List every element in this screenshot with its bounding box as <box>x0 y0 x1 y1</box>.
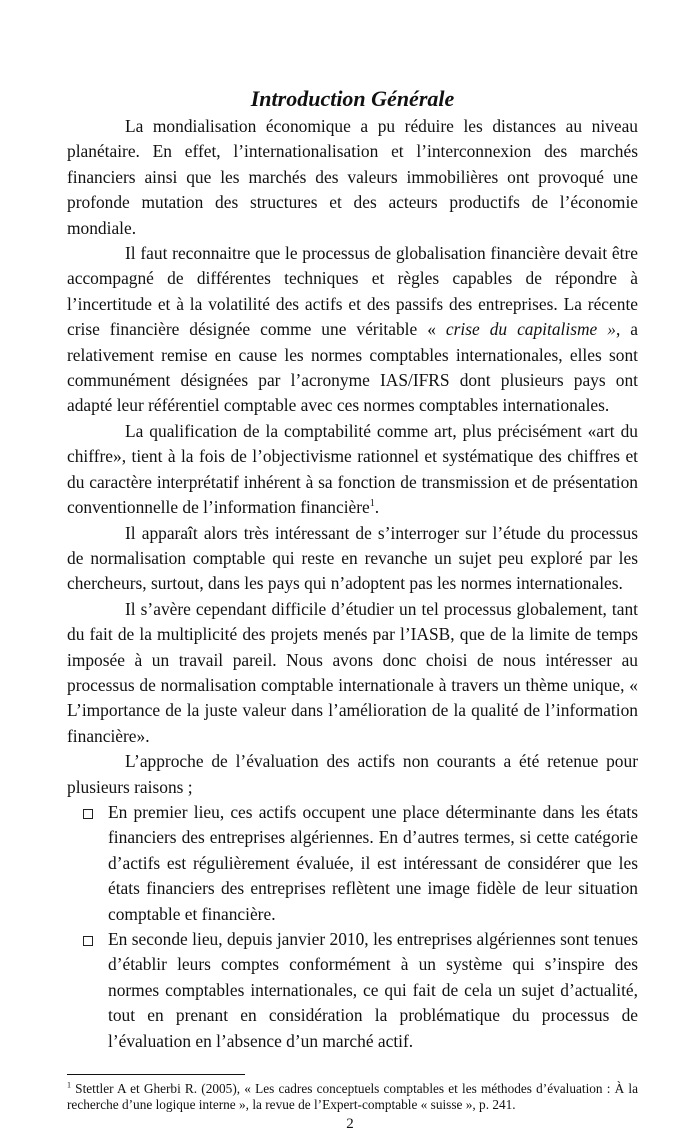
square-bullet-icon <box>83 809 93 819</box>
footnote-text: Stettler A et Gherbi R. (2005), « Les cadres conceptuels comptables et les méthodes d’évaluation : À la recherche d’une logique interne », la revue de l’Expert-comptable « suisse », p. 241. <box>67 1081 638 1113</box>
footnote-ref[interactable]: 1 <box>369 498 375 510</box>
paragraph-5: Il s’avère cependant difficile d’étudier un tel processus globalement, tant du fait de la multiplicité des projets menés par l’IASB, que de la limite de temps imposée à un travail pareil. Nous avons donc choisi de nous intéresser au processus de normalisation comptable internationale à travers un thème unique, « L’importance de la juste valeur dans l’amélioration de la qualité de l’information financière». <box>67 598 638 746</box>
page-number: 2 <box>346 1116 354 1133</box>
paragraph-2-text: Il faut reconnaitre que le processus de globalisation financière devait être accompagné de différentes techniques et règles capables de répondre à l’incertitude et à la volatilité des actifs et des passifs des entreprises. La récente crise financière désignée comme une véritable « <box>67 243 638 340</box>
paragraph-6: L’approche de l’évaluation des actifs non courants a été retenue pour plusieurs raisons ; <box>67 751 638 797</box>
paragraph-4: Il apparaît alors très intéressant de s’interroger sur l’étude du processus de normalisation comptable qui reste en revanche un sujet peu exploré par les chercheurs, surtout, dans les pays qui n’adoptent pas les normes internationales. <box>67 522 638 594</box>
paragraph-2-text-end: , a relativement remise en cause les normes comptables internationales, elles sont communément désignées par l’acronyme IAS/IFRS dont plusieurs pays ont adapté leur référentiel comptable avec ces normes comptables internationales. <box>67 319 638 416</box>
paragraph-2-italic: crise du capitalisme » <box>445 319 616 340</box>
paragraph-1: La mondialisation économique a pu réduire les distances au niveau planétaire. En effet, l’internationalisation et l’interconnexion des marchés financiers ainsi que les marchés des valeurs immobilières ont provoqué une profonde mutation des structures et des acteurs productifs de l’économie mondiale. <box>67 116 638 238</box>
page-title: Introduction Générale <box>250 86 455 111</box>
footnote-number: 1 <box>67 1080 71 1090</box>
paragraph-2 <box>67 241 638 419</box>
footnote <box>67 1081 638 1113</box>
document-page <box>67 0 638 1133</box>
list-item-text: En premier lieu, ces actifs occupent une place déterminante dans les états financiers des entreprises algériennes. En d’autres termes, si cette catégorie d’actifs est régulièrement évaluée, il est intéressant de considérer que les états financiers des entreprises reflètent une image fidèle de leur situation comptable et financière. <box>108 801 638 924</box>
square-bullet-icon <box>83 936 93 946</box>
bullet-list <box>67 800 638 1054</box>
footnote-separator <box>67 1074 245 1075</box>
list-item-text: En seconde lieu, depuis janvier 2010, les entreprises algériennes sont tenues d’établir leurs comptes conformément à un système qui s’inspire des normes comptables internationales, ce qui fait de cela un sujet d’actualité, tout en prenant en considération la problématique du processus de l’évaluation en l’absence d’un marché actif. <box>108 929 638 1051</box>
paragraph-3-text: La qualification de la comptabilité comme art, plus précisément «art du chiffre», tient à la fois de l’objectivisme rationnel et systématique des chiffres et du caractère interprétatif inhérent à sa fonction de transmission et de présentation conventionnelle de l’information financière <box>67 420 638 518</box>
list-item <box>67 927 638 1054</box>
paragraph-3 <box>67 419 638 521</box>
paragraph-3-text-end: . <box>374 497 380 518</box>
list-item <box>67 800 638 927</box>
